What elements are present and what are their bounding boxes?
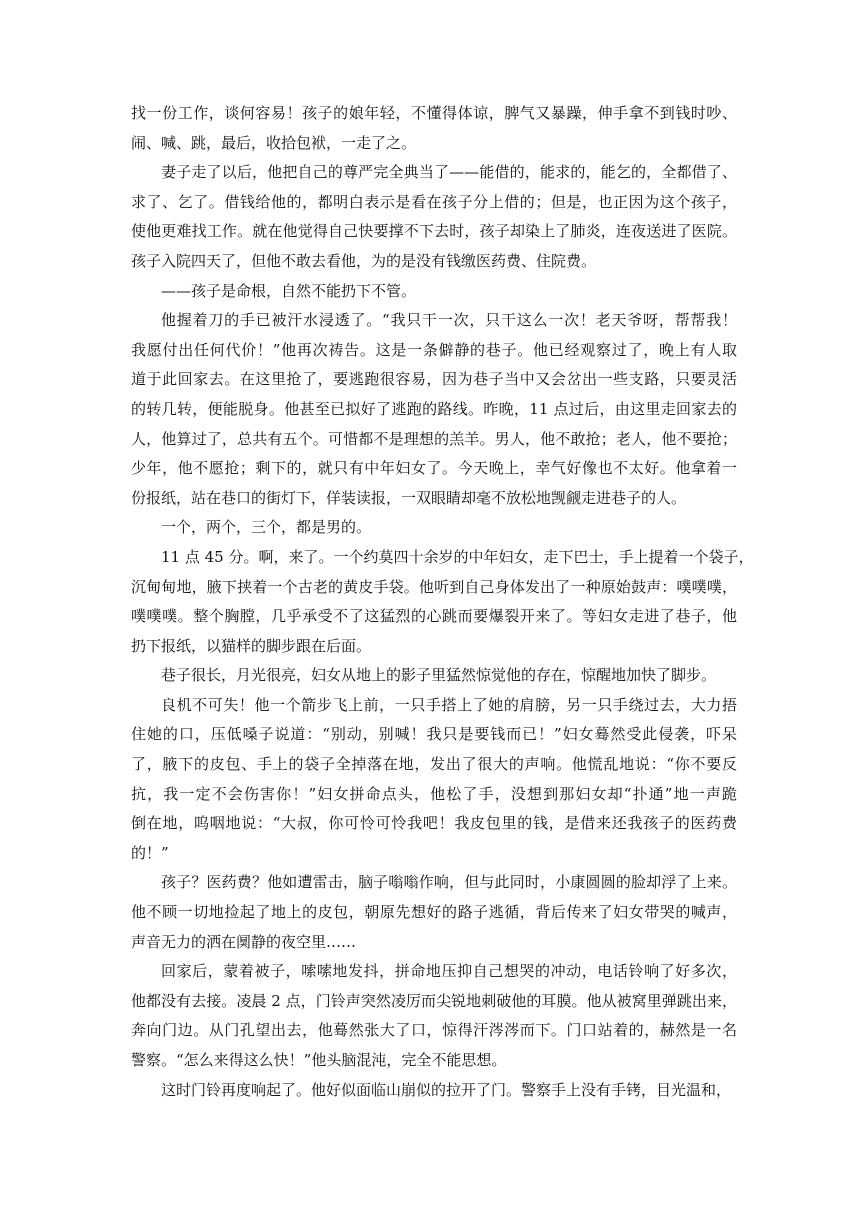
paragraph — [131, 277, 737, 307]
text-line: 声音无力的洒在阒静的夜空里…… — [131, 932, 357, 951]
text-line: 沉甸甸地，腋下挟着一个古老的黄皮手袋。他听到自己身体发出了一种原始鼓声：噗噗噗， — [131, 577, 737, 596]
article-body — [131, 99, 754, 1105]
text-line: 的！” — [131, 843, 169, 862]
paragraph — [131, 1076, 737, 1106]
text-line: 11 点 45 分。啊，来了。一个约莫四十余岁的中年妇女，走下巴士，手上提着一个袋子， — [161, 547, 754, 566]
text-line: 扔下报纸，以猫样的脚步跟在后面。 — [131, 636, 372, 655]
text-line: 找一份工作，谈何容易！孩子的娘年轻，不懂得体谅，脾气又暴躁，伸手拿不到钱时吵、 — [131, 104, 737, 122]
paragraph — [131, 99, 737, 158]
paragraph — [131, 868, 737, 957]
text-line: 巷子很长，月光很亮，妇女从地上的影子里猛然惊觉他的存在，惊醒地加快了脚步。 — [161, 666, 717, 685]
text-line: 的转几转，便能脱身。他甚至已拟好了逃跑的路线。昨晚，11 点过后，由这里走回家去的 — [131, 399, 737, 418]
text-line: 他都没有去接。凌晨 2 点，门铃声突然凌厉而尖锐地刺破他的耳膜。他从被窝里弹跳出来， — [131, 991, 737, 1010]
text-line: 闹、喊、跳，最后，收拾包袱，一走了之。 — [131, 133, 417, 152]
paragraph — [131, 957, 737, 1075]
paragraph — [131, 158, 737, 276]
text-line: 了，腋下的皮包、手上的袋子全掉落在地，发出了很大的声响。他慌乱地说：“你不要反 — [131, 755, 737, 774]
text-line: 良机不可失！他一个箭步飞上前，一只手搭上了她的肩膀，另一只手绕过去，大力捂 — [161, 695, 737, 714]
paragraph — [131, 661, 737, 691]
text-line: 少年，他不愿抢；剩下的，就只有中年妇女了。今天晚上，幸气好像也不太好。他拿着一 — [131, 459, 737, 478]
text-line: 回家后，蒙着被子，嗦嗦地发抖，拼命地压抑自己想哭的冲动，电话铃响了好多次， — [161, 962, 737, 981]
text-line: 我愿付出任何代价！”他再次祷告。这是一条僻静的巷子。他已经观察过了，晚上有人取 — [131, 340, 737, 359]
text-line: 抗，我一定不会伤害你！”妇女拼命点头，他松了手，没想到那妇女却“扑通”地一声跪 — [131, 784, 737, 803]
text-line: 奔向门边。从门孔望出去，他蓦然张大了口，惊得汗涔涔而下。门口站着的，赫然是一名 — [131, 1021, 737, 1040]
text-line: 使他更难找工作。就在他觉得自己快要撑不下去时，孩子却染上了肺炎，连夜送进了医院。 — [131, 222, 737, 241]
paragraph — [131, 691, 737, 869]
text-line: 噗噗噗。整个胸膛，几乎承受不了这猛烈的心跳而要爆裂开来了。等妇女走进了巷子，他 — [131, 607, 737, 626]
text-line: 警察。“怎么来得这么快！”他头脑混沌，完全不能思想。 — [131, 1051, 507, 1069]
text-line: 妻子走了以后，他把自己的尊严完全典当了——能借的，能求的，能乞的，全都借了、 — [161, 163, 737, 182]
text-line: 孩子入院四天了，但他不敢去看他，为的是没有钱缴医药费、住院费。 — [131, 251, 597, 270]
text-line: 道于此回家去。在这里抢了，要逃跑很容易，因为巷子当中又会岔出一些支路，只要灵活 — [131, 370, 737, 389]
text-line: 这时门铃再度响起了。他好似面临山崩似的拉开了门。警察手上没有手铐，目光温和， — [161, 1080, 732, 1099]
text-line: 求了、乞了。借钱给他的，都明白表示是看在孩子分上借的；但是，也正因为这个孩子， — [131, 192, 737, 211]
text-line: 人，他算过了，总共有五个。可惜都不是理想的羔羊。男人，他不敢抢；老人，他不要抢； — [131, 429, 737, 448]
paragraph — [131, 513, 737, 543]
text-line: 倒在地，呜咽地说：“大叔，你可怜可怜我吧！我皮包里的钱，是借来还我孩子的医药费 — [131, 814, 737, 833]
text-line: 他握着刀的手已被汗水浸透了。“我只干一次，只干这么一次！老天爷呀，帮帮我！ — [161, 311, 737, 330]
paragraph — [131, 306, 737, 513]
text-line: 孩子？医药费？他如遭雷击，脑子嗡嗡作响，但与此同时，小康圆圆的脸却浮了上来。 — [161, 873, 737, 892]
paragraph — [131, 543, 754, 661]
text-line: 他不顾一切地捡起了地上的皮包，朝原先想好的路子逃循，背后传来了妇女带哭的喊声， — [131, 903, 737, 922]
text-line: 份报纸，站在巷口的街灯下，佯装读报，一双眼睛却毫不放松地觊觎走进巷子的人。 — [131, 488, 687, 507]
text-line: 一个，两个，三个，都是男的。 — [161, 518, 372, 537]
text-line: ——孩子是命根，自然不能扔下不管。 — [161, 281, 417, 300]
text-line: 住她的口，压低嗓子说道：“别动，别喊！我只是要钱而已！”妇女蓦然受此侵袭，吓呆 — [131, 725, 737, 744]
